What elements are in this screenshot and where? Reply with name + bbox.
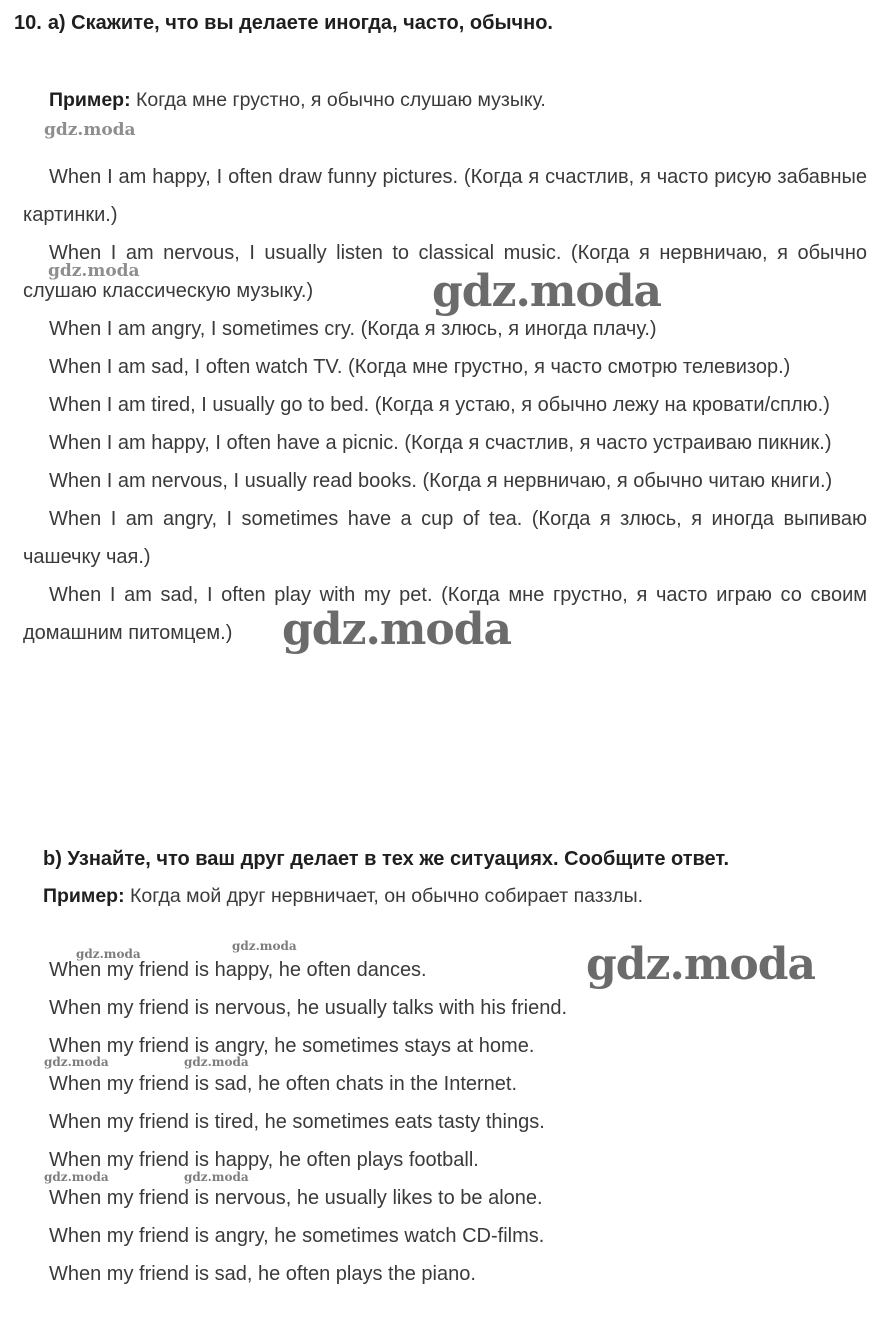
watermark: gdz.moda bbox=[184, 1055, 249, 1069]
answers-a bbox=[23, 158, 867, 652]
example-b bbox=[43, 885, 643, 908]
answer-b-item: When my friend is happy, he often plays football. bbox=[49, 1149, 479, 1171]
answers-b bbox=[49, 957, 849, 1299]
answer-a-item: When I am angry, I sometimes have a cup of tea. (Когда я злюсь, я иногда выпиваю чашечку чая.) bbox=[23, 508, 867, 568]
answer-a-item: When I am happy, I often draw funny pictures. (Когда я счастлив, я часто рисую забавные картинки.) bbox=[23, 166, 867, 226]
watermark: gdz.moda bbox=[76, 947, 141, 961]
answer-b-item: When my friend is tired, he sometimes eats tasty things. bbox=[49, 1111, 545, 1133]
answer-b-item: When my friend is nervous, he usually likes to be alone. bbox=[49, 1187, 543, 1209]
watermark: gdz.moda bbox=[48, 261, 140, 281]
exercise-number: 10. bbox=[14, 12, 42, 34]
watermark: gdz.moda bbox=[432, 266, 662, 317]
answer-b-item: When my friend is happy, he often dances. bbox=[49, 959, 427, 981]
watermark: gdz.moda bbox=[184, 1170, 249, 1184]
watermark: gdz.moda bbox=[232, 939, 297, 953]
answer-a-item: When I am angry, I sometimes cry. (Когда я злюсь, я иногда плачу.) bbox=[49, 318, 657, 340]
example-b-text: Когда мой друг нервничает, он обычно собирает паззлы. bbox=[130, 885, 644, 907]
answer-b-item: When my friend is angry, he sometimes watch CD-films. bbox=[49, 1225, 545, 1247]
answer-a-item: When I am tired, I usually go to bed. (Когда я устаю, я обычно лежу на кровати/сплю.) bbox=[49, 394, 830, 416]
watermark: gdz.moda bbox=[44, 1055, 109, 1069]
watermark: gdz.moda bbox=[282, 604, 512, 655]
exercise-heading-b: b) Узнайте, что ваш друг делает в тех же ситуациях. Сообщите ответ. bbox=[43, 848, 730, 870]
answer-b-item: When my friend is sad, he often plays the piano. bbox=[49, 1263, 476, 1285]
answer-b-item: When my friend is nervous, he usually talks with his friend. bbox=[49, 997, 567, 1019]
example-a-label: Пример: bbox=[49, 89, 131, 111]
answer-a-item: When I am nervous, I usually listen to classical music. (Когда я нервничаю, я обычно слушаю классическую музыку.) bbox=[23, 242, 867, 302]
example-a bbox=[49, 89, 546, 112]
exercise-heading-a bbox=[14, 12, 553, 35]
answer-a-item: When I am sad, I often watch TV. (Когда мне грустно, я часто смотрю телевизор.) bbox=[49, 356, 791, 378]
answer-a-item: When I am nervous, I usually read books. (Когда я нервничаю, я обычно читаю книги.) bbox=[49, 470, 833, 492]
example-b-label: Пример: bbox=[43, 885, 125, 907]
answer-a-item: When I am happy, I often have a picnic. (Когда я счастлив, я часто устраиваю пикник.) bbox=[49, 432, 832, 454]
watermark: gdz.moda bbox=[44, 1170, 109, 1184]
watermark: gdz.moda bbox=[586, 939, 816, 990]
heading-a-text: a) Скажите, что вы делаете иногда, часто, обычно. bbox=[47, 12, 553, 34]
answer-a-item: When I am sad, I often play with my pet. (Когда мне грустно, я часто играю со своим домашним питомцем.) bbox=[23, 584, 867, 644]
example-a-text: Когда мне грустно, я обычно слушаю музыку. bbox=[136, 89, 546, 111]
watermark: gdz.moda bbox=[44, 120, 136, 140]
answer-b-item: When my friend is angry, he sometimes stays at home. bbox=[49, 1035, 535, 1057]
answer-b-item: When my friend is sad, he often chats in the Internet. bbox=[49, 1073, 518, 1095]
